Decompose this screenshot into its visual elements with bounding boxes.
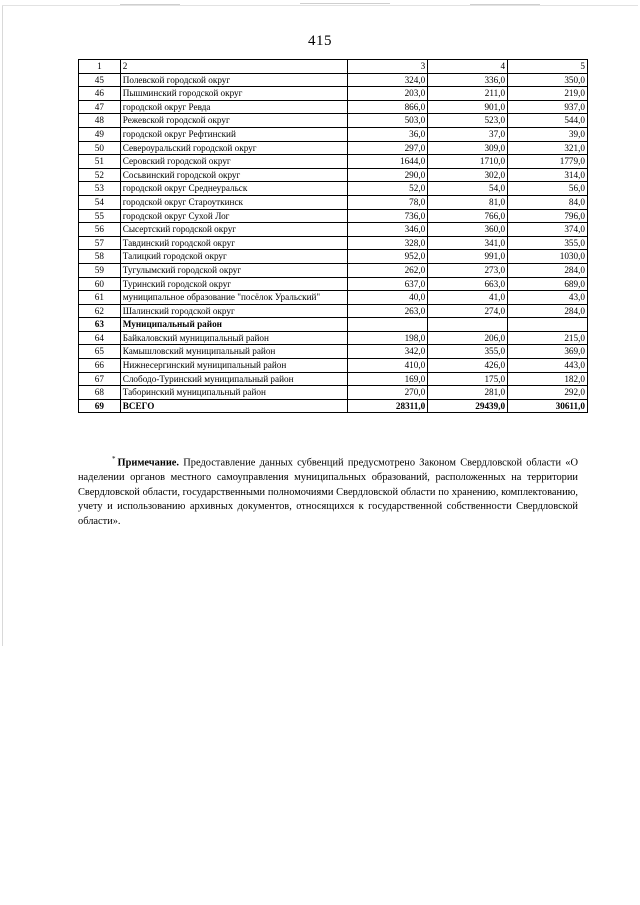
- value-cell-col5: 84,0: [508, 195, 588, 209]
- row-number-cell: 55: [79, 209, 121, 223]
- value-cell-col5: 1030,0: [508, 250, 588, 264]
- table-row: [79, 182, 588, 196]
- table-row: [79, 168, 588, 182]
- row-number-cell: 65: [79, 345, 121, 359]
- row-number-cell: 62: [79, 304, 121, 318]
- value-cell-col4: 29439,0: [428, 399, 508, 413]
- municipality-name-cell: городской округ Староуткинск: [120, 195, 348, 209]
- value-cell-col5: 292,0: [508, 386, 588, 400]
- value-cell-col5: 219,0: [508, 87, 588, 101]
- value-cell-col4: 274,0: [428, 304, 508, 318]
- value-cell-col4: 37,0: [428, 127, 508, 141]
- municipality-name-cell: ВСЕГО: [120, 399, 348, 413]
- value-cell-col4: 523,0: [428, 114, 508, 128]
- row-number-cell: 64: [79, 331, 121, 345]
- table-row: [79, 87, 588, 101]
- value-cell-col5: 182,0: [508, 372, 588, 386]
- value-cell-col3: 328,0: [348, 236, 428, 250]
- row-number-cell: 47: [79, 100, 121, 114]
- municipality-name-cell: Шалинский городской округ: [120, 304, 348, 318]
- value-cell-col5: 937,0: [508, 100, 588, 114]
- value-cell-col3: 36,0: [348, 127, 428, 141]
- value-cell-col4: 901,0: [428, 100, 508, 114]
- row-number-cell: 53: [79, 182, 121, 196]
- scan-speck: [300, 3, 390, 4]
- row-number-cell: 67: [79, 372, 121, 386]
- value-cell-col3: 198,0: [348, 331, 428, 345]
- row-number-cell: 60: [79, 277, 121, 291]
- column-header-5: 5: [508, 60, 588, 74]
- municipality-name-cell: Североуральский городской округ: [120, 141, 348, 155]
- value-cell-col4: 175,0: [428, 372, 508, 386]
- row-number-cell: 48: [79, 114, 121, 128]
- value-cell-col3: 503,0: [348, 114, 428, 128]
- table-row: [79, 127, 588, 141]
- table-header-row: [79, 60, 588, 74]
- table-row: [79, 386, 588, 400]
- row-number-cell: 50: [79, 141, 121, 155]
- value-cell-col4: 766,0: [428, 209, 508, 223]
- row-number-cell: 63: [79, 318, 121, 332]
- value-cell-col4: 309,0: [428, 141, 508, 155]
- value-cell-col5: 689,0: [508, 277, 588, 291]
- value-cell-col5: 321,0: [508, 141, 588, 155]
- value-cell-col3: 342,0: [348, 345, 428, 359]
- municipality-name-cell: Полевской городской округ: [120, 73, 348, 87]
- value-cell-col3: 169,0: [348, 372, 428, 386]
- value-cell-col4: 273,0: [428, 263, 508, 277]
- value-cell-col3: 28311,0: [348, 399, 428, 413]
- value-cell-col5: [508, 318, 588, 332]
- value-cell-col4: 355,0: [428, 345, 508, 359]
- value-cell-col5: 284,0: [508, 263, 588, 277]
- municipality-name-cell: городской округ Рефтинский: [120, 127, 348, 141]
- row-number-cell: 59: [79, 263, 121, 277]
- value-cell-col4: 206,0: [428, 331, 508, 345]
- value-cell-col3: 290,0: [348, 168, 428, 182]
- table-row: [79, 141, 588, 155]
- column-header-2: 2: [120, 60, 348, 74]
- municipality-name-cell: городской округ Ревда: [120, 100, 348, 114]
- row-number-cell: 46: [79, 87, 121, 101]
- value-cell-col3: 866,0: [348, 100, 428, 114]
- footnote-marker-icon: *: [112, 455, 116, 463]
- value-cell-col5: 350,0: [508, 73, 588, 87]
- row-number-cell: 57: [79, 236, 121, 250]
- value-cell-col3: 52,0: [348, 182, 428, 196]
- value-cell-col3: 346,0: [348, 223, 428, 237]
- value-cell-col5: 30611,0: [508, 399, 588, 413]
- municipality-name-cell: Талицкий городской округ: [120, 250, 348, 264]
- scan-edge-artifact-top: [2, 5, 638, 6]
- row-number-cell: 45: [79, 73, 121, 87]
- scan-speck: [470, 4, 540, 5]
- row-number-cell: 51: [79, 155, 121, 169]
- municipality-name-cell: муниципальное образование "посёлок Уральский": [120, 291, 348, 305]
- municipality-name-cell: Тавдинский городской округ: [120, 236, 348, 250]
- table-row: [79, 291, 588, 305]
- value-cell-col4: 426,0: [428, 359, 508, 373]
- value-cell-col3: 263,0: [348, 304, 428, 318]
- value-cell-col5: 443,0: [508, 359, 588, 373]
- value-cell-col5: 369,0: [508, 345, 588, 359]
- page-number: 415: [308, 33, 332, 49]
- table-row: [79, 345, 588, 359]
- value-cell-col5: 1779,0: [508, 155, 588, 169]
- value-cell-col3: 410,0: [348, 359, 428, 373]
- row-number-cell: 61: [79, 291, 121, 305]
- value-cell-col4: 54,0: [428, 182, 508, 196]
- value-cell-col3: 952,0: [348, 250, 428, 264]
- value-cell-col5: 314,0: [508, 168, 588, 182]
- value-cell-col3: 262,0: [348, 263, 428, 277]
- municipality-name-cell: Режевской городской округ: [120, 114, 348, 128]
- table-row: [79, 359, 588, 373]
- municipality-name-cell: Сосьвинский городской округ: [120, 168, 348, 182]
- note-body-text: Предоставление данных субвенций предусмотрено Законом Свердловской области «О наделении органов местного самоуправления муниципальных образований, расположенных на территории Свердловской области, государственными полномочиями Свердловской области по хранению, комплектованию, учету и использованию архивных документов, относящихся к государственной собственности Свердловской области».: [78, 457, 578, 527]
- value-cell-col4: 281,0: [428, 386, 508, 400]
- table-row: [79, 100, 588, 114]
- value-cell-col3: 637,0: [348, 277, 428, 291]
- row-number-cell: 68: [79, 386, 121, 400]
- table-row: [79, 209, 588, 223]
- table-row: [79, 236, 588, 250]
- row-number-cell: 58: [79, 250, 121, 264]
- value-cell-col4: 211,0: [428, 87, 508, 101]
- subvention-table: [78, 59, 588, 413]
- note-lead-label: Примечание.: [117, 457, 180, 469]
- note-block: [78, 452, 578, 529]
- column-header-1: 1: [79, 60, 121, 74]
- table-body: [79, 73, 588, 413]
- municipality-name-cell: Муниципальный район: [120, 318, 348, 332]
- value-cell-col5: 284,0: [508, 304, 588, 318]
- municipality-name-cell: Таборинский муниципальный район: [120, 386, 348, 400]
- table-row: [79, 73, 588, 87]
- value-cell-col4: [428, 318, 508, 332]
- municipality-name-cell: Нижнесергинский муниципальный район: [120, 359, 348, 373]
- value-cell-col4: 41,0: [428, 291, 508, 305]
- value-cell-col5: 39,0: [508, 127, 588, 141]
- municipality-name-cell: Камышловский муниципальный район: [120, 345, 348, 359]
- row-number-cell: 69: [79, 399, 121, 413]
- value-cell-col3: 203,0: [348, 87, 428, 101]
- value-cell-col4: 360,0: [428, 223, 508, 237]
- value-cell-col5: 544,0: [508, 114, 588, 128]
- value-cell-col3: 1644,0: [348, 155, 428, 169]
- value-cell-col5: 355,0: [508, 236, 588, 250]
- row-number-cell: 52: [79, 168, 121, 182]
- scan-speck: [120, 4, 180, 5]
- value-cell-col4: 336,0: [428, 73, 508, 87]
- value-cell-col3: 736,0: [348, 209, 428, 223]
- value-cell-col4: 1710,0: [428, 155, 508, 169]
- column-header-4: 4: [428, 60, 508, 74]
- table-row: [79, 318, 588, 332]
- table-row: [79, 331, 588, 345]
- value-cell-col5: 374,0: [508, 223, 588, 237]
- value-cell-col4: 341,0: [428, 236, 508, 250]
- value-cell-col4: 663,0: [428, 277, 508, 291]
- table-row: [79, 304, 588, 318]
- table-row: [79, 372, 588, 386]
- value-cell-col5: 796,0: [508, 209, 588, 223]
- value-cell-col4: 81,0: [428, 195, 508, 209]
- value-cell-col3: 78,0: [348, 195, 428, 209]
- table-row: [79, 195, 588, 209]
- value-cell-col5: 56,0: [508, 182, 588, 196]
- municipality-name-cell: городской округ Сухой Лог: [120, 209, 348, 223]
- value-cell-col5: 43,0: [508, 291, 588, 305]
- municipality-name-cell: Туринский городской округ: [120, 277, 348, 291]
- municipality-name-cell: Байкаловский муниципальный район: [120, 331, 348, 345]
- value-cell-col5: 215,0: [508, 331, 588, 345]
- value-cell-col3: [348, 318, 428, 332]
- value-cell-col3: 40,0: [348, 291, 428, 305]
- row-number-cell: 54: [79, 195, 121, 209]
- value-cell-col3: 270,0: [348, 386, 428, 400]
- table-row: [79, 223, 588, 237]
- municipality-name-cell: Сысертский городской округ: [120, 223, 348, 237]
- value-cell-col4: 302,0: [428, 168, 508, 182]
- table-row: [79, 263, 588, 277]
- value-cell-col4: 991,0: [428, 250, 508, 264]
- table-row: [79, 114, 588, 128]
- municipality-name-cell: Пышминский городской округ: [120, 87, 348, 101]
- row-number-cell: 49: [79, 127, 121, 141]
- scan-edge-artifact-left: [2, 6, 3, 646]
- table-row: [79, 155, 588, 169]
- value-cell-col3: 297,0: [348, 141, 428, 155]
- row-number-cell: 66: [79, 359, 121, 373]
- row-number-cell: 56: [79, 223, 121, 237]
- municipality-name-cell: городской округ Среднеуральск: [120, 182, 348, 196]
- table-row: [79, 250, 588, 264]
- value-cell-col3: 324,0: [348, 73, 428, 87]
- municipality-name-cell: Слободо-Туринский муниципальный район: [120, 372, 348, 386]
- municipality-name-cell: Тугулымский городской округ: [120, 263, 348, 277]
- table-row: [79, 399, 588, 413]
- column-header-3: 3: [348, 60, 428, 74]
- table-row: [79, 277, 588, 291]
- municipality-name-cell: Серовский городской округ: [120, 155, 348, 169]
